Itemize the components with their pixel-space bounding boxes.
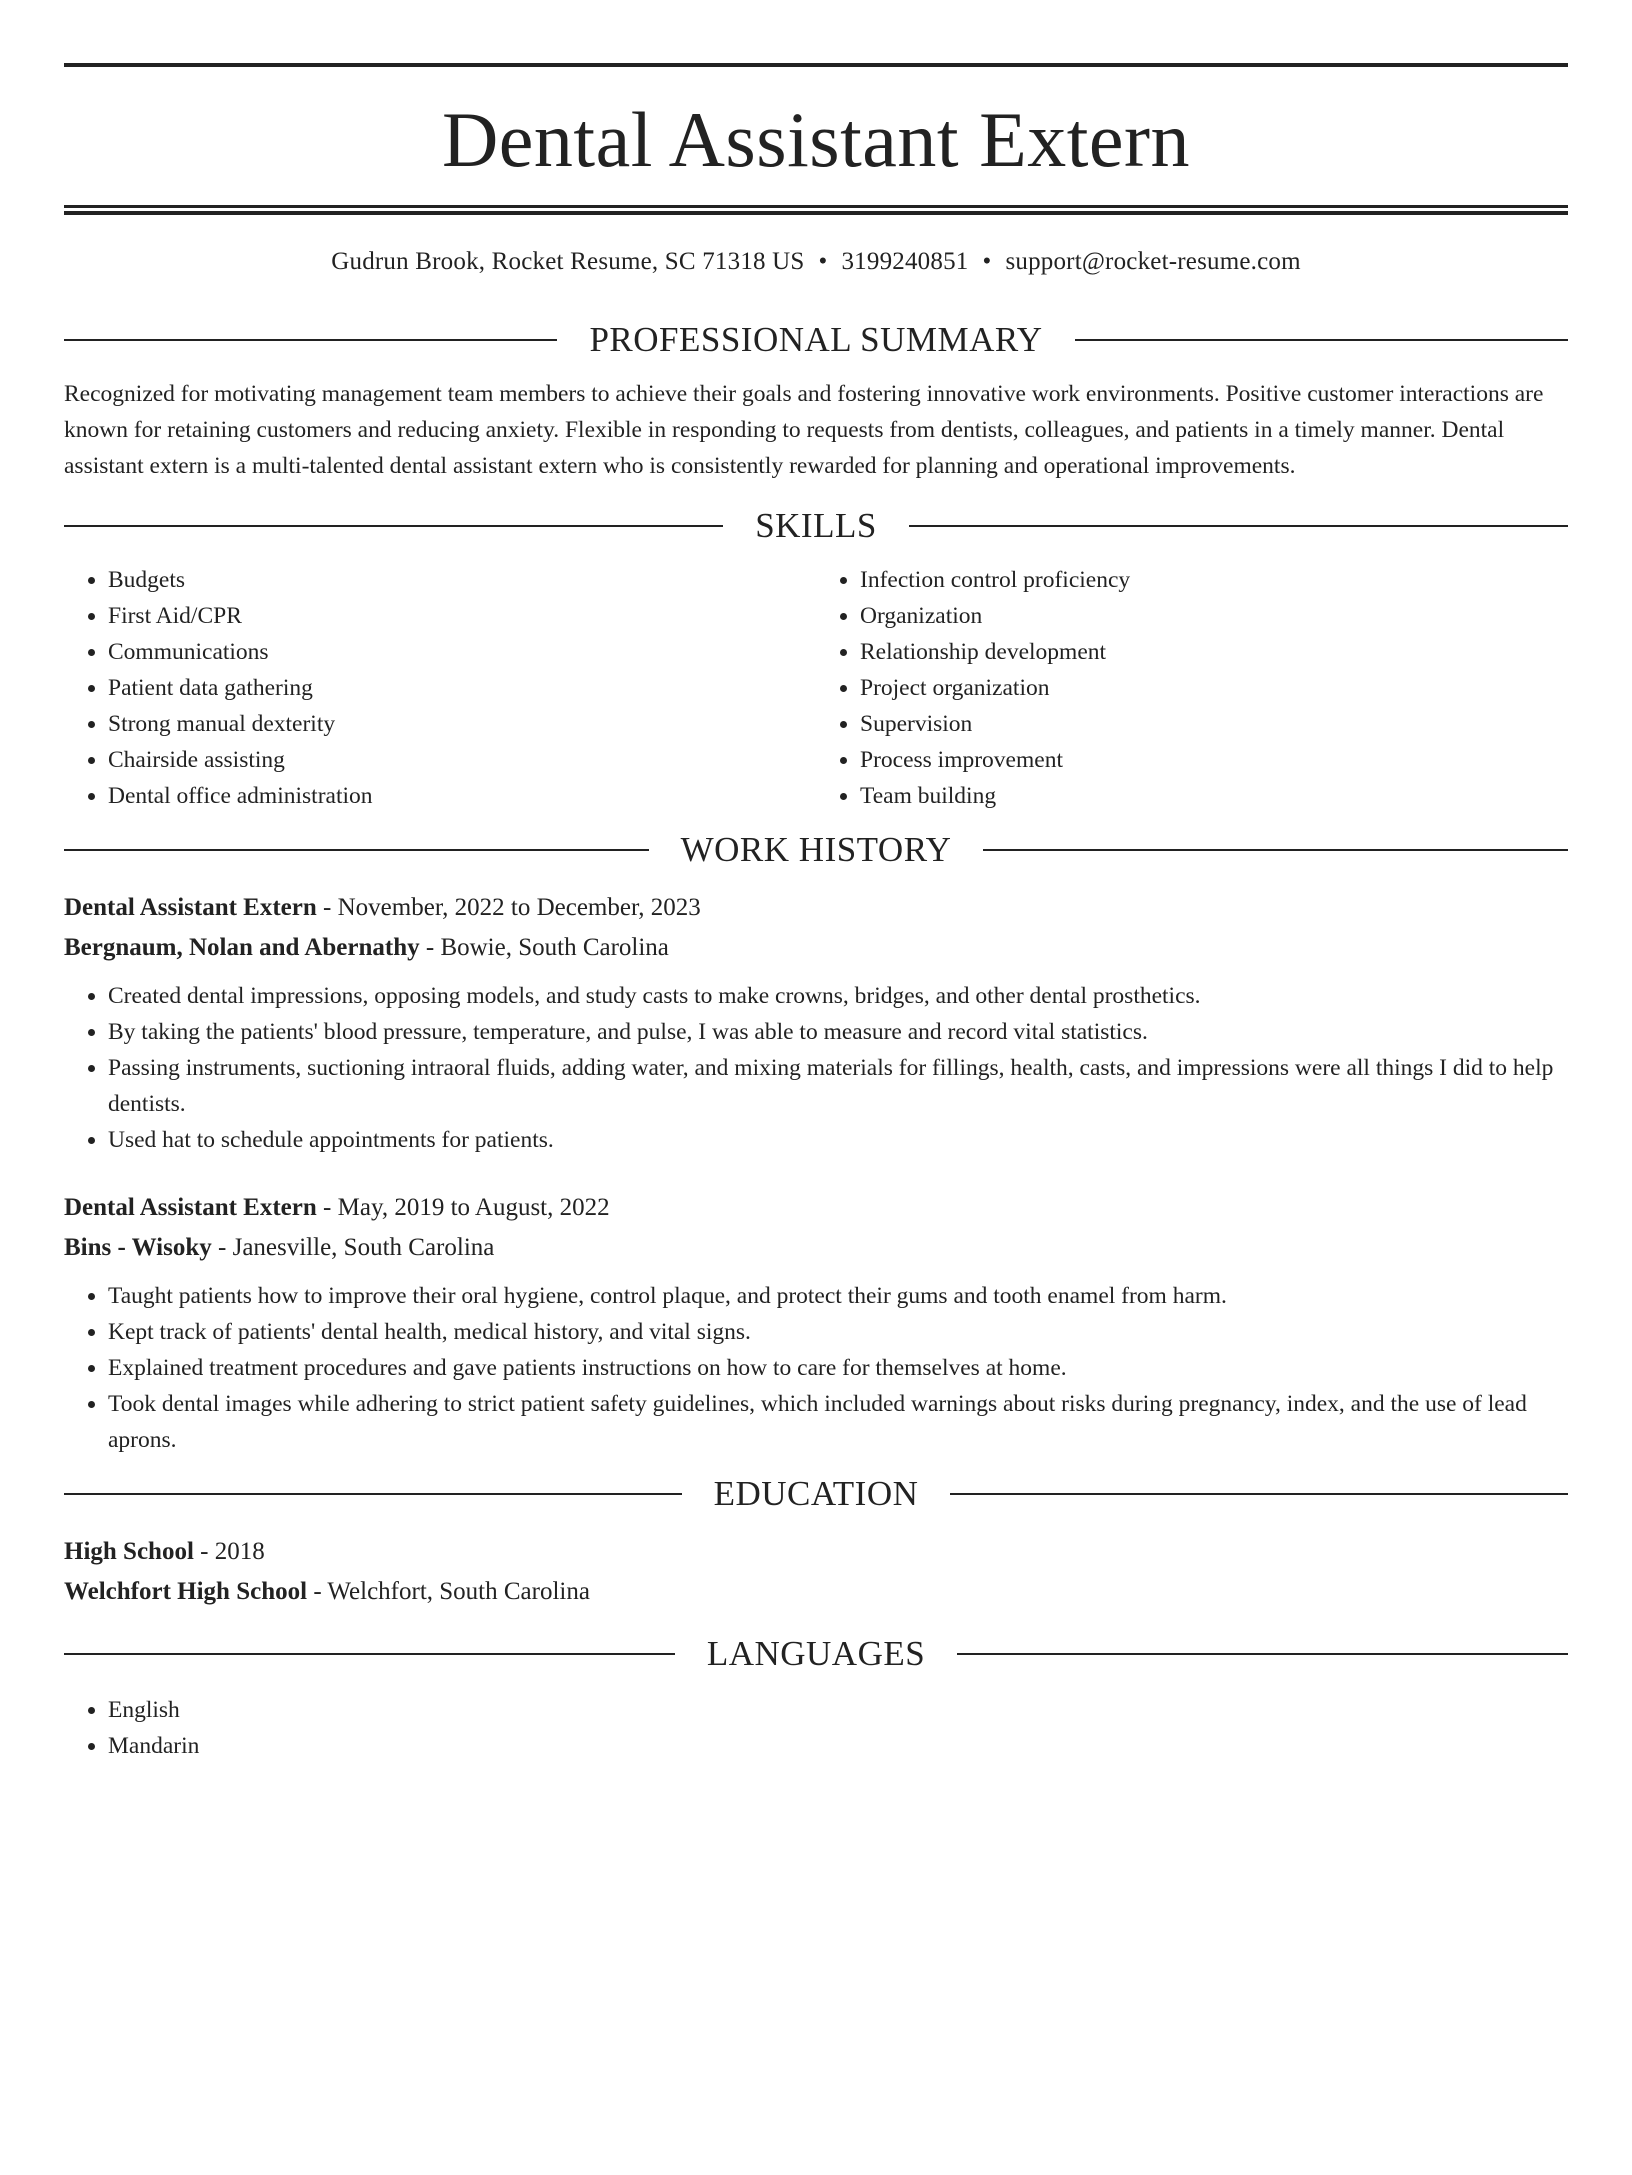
heading-rule-right [950, 1493, 1568, 1495]
header-double-rule [64, 205, 1568, 215]
job-entry [64, 1188, 1568, 1458]
work-heading-label: WORK HISTORY [680, 830, 952, 869]
education-degree-line [64, 1532, 1568, 1572]
education-year: - 2018 [193, 1538, 265, 1565]
skill-item: • Supervision [860, 706, 1568, 742]
languages-section-heading [64, 1632, 1568, 1676]
skills-column-left [64, 562, 816, 814]
education-location: - Welchfort, South Carolina [307, 1578, 590, 1605]
education-entry [64, 1532, 1568, 1612]
heading-rule-left [64, 339, 557, 341]
heading-rule-right [957, 1653, 1568, 1655]
skills-section-heading [64, 504, 1568, 548]
skill-item: • Budgets [108, 562, 816, 598]
skills-list-left [64, 562, 816, 814]
job-location: - Janesville, South Carolina [211, 1234, 495, 1261]
header-top-rule [64, 63, 1568, 67]
resume-title: Dental Assistant Extern [441, 96, 1191, 183]
contact-separator: • [818, 248, 828, 275]
job-bullet: • Used hat to schedule appointments for patients. [108, 1122, 1568, 1158]
job-title: Dental Assistant Extern [64, 1194, 317, 1221]
language-item: • English [108, 1692, 1568, 1728]
job-bullet: • Took dental images while adhering to strict patient safety guidelines, which included warnings about risks during pregnancy, index, and the use of lead aprons. [108, 1386, 1568, 1458]
summary-text: Recognized for motivating management team members to achieve their goals and fostering innovative work environments. Positive customer interactions are known for retaining customers and reducing anxiety. Flexible in responding to requests from dentists, colleagues, and patients in a timely manner. Dental assistant extern is a multi-talented dental assistant extern who is consistently rewarded for planning and operational improvements. [64, 381, 1544, 479]
work-section-heading [64, 828, 1568, 872]
summary-section-heading [64, 318, 1568, 362]
summary-heading-label: PROFESSIONAL SUMMARY [589, 320, 1043, 359]
job-bullet-list [64, 1278, 1568, 1458]
job-bullet: • Created dental impressions, opposing models, and study casts to make crowns, bridges, and other dental prosthetics. [108, 978, 1568, 1014]
skill-item: • Communications [108, 634, 816, 670]
skill-item: • Strong manual dexterity [108, 706, 816, 742]
job-bullet-list [64, 978, 1568, 1158]
job-company-line [64, 1228, 1568, 1268]
education-school-line [64, 1572, 1568, 1612]
contact-line [64, 240, 1568, 284]
skill-item: • Dental office administration [108, 778, 816, 814]
resume-page [0, 63, 1632, 2175]
skills-columns [64, 562, 1568, 814]
skills-column-right [816, 562, 1568, 814]
job-dates: - May, 2019 to August, 2022 [316, 1194, 610, 1221]
job-bullet: • By taking the patients' blood pressure, temperature, and pulse, I was able to measure and record vital statistics. [108, 1014, 1568, 1050]
job-company: Bergnaum, Nolan and Abernathy [64, 934, 420, 961]
education-school: Welchfort High School [64, 1578, 308, 1605]
heading-rule-right [1075, 339, 1568, 341]
skill-item: • Relationship development [860, 634, 1568, 670]
job-bullet: • Kept track of patients' dental health, medical history, and vital signs. [108, 1314, 1568, 1350]
contact-address: Gudrun Brook, Rocket Resume, SC 71318 US [331, 248, 805, 275]
education-degree: High School [64, 1538, 194, 1565]
heading-rule-left [64, 849, 649, 851]
skill-item: • Chairside assisting [108, 742, 816, 778]
education-section-heading [64, 1472, 1568, 1516]
job-company-line [64, 928, 1568, 968]
skill-item: • Project organization [860, 670, 1568, 706]
job-title: Dental Assistant Extern [64, 894, 317, 921]
job-bullet: • Passing instruments, suctioning intraoral fluids, adding water, and mixing materials for fillings, health, casts, and impressions were all things I did to help dentists. [108, 1050, 1568, 1122]
heading-rule-right [909, 525, 1568, 527]
contact-email: support@rocket-resume.com [1005, 248, 1301, 275]
heading-rule-left [64, 1493, 682, 1495]
skills-heading-label: SKILLS [755, 506, 877, 545]
heading-rule-left [64, 525, 723, 527]
contact-phone: 3199240851 [841, 248, 969, 275]
job-title-line [64, 888, 1568, 928]
languages-heading-label: LANGUAGES [706, 1634, 926, 1673]
contact-separator: • [982, 248, 992, 275]
skills-list-right [816, 562, 1568, 814]
heading-rule-right [983, 849, 1568, 851]
job-bullet: • Explained treatment procedures and gave patients instructions on how to care for themselves at home. [108, 1350, 1568, 1386]
heading-rule-left [64, 1653, 675, 1655]
languages-list [64, 1692, 1568, 1764]
job-entry [64, 888, 1568, 1158]
education-heading-label: EDUCATION [713, 1474, 919, 1513]
skill-item: • Infection control proficiency [860, 562, 1568, 598]
job-title-line [64, 1188, 1568, 1228]
skill-item: • Organization [860, 598, 1568, 634]
job-company: Bins - Wisoky [64, 1234, 212, 1261]
job-dates: - November, 2022 to December, 2023 [316, 894, 701, 921]
language-item: • Mandarin [108, 1728, 1568, 1764]
skill-item: • Team building [860, 778, 1568, 814]
skill-item: • Process improvement [860, 742, 1568, 778]
job-location: - Bowie, South Carolina [419, 934, 669, 961]
skill-item: • Patient data gathering [108, 670, 816, 706]
skill-item: • First Aid/CPR [108, 598, 816, 634]
job-bullet: • Taught patients how to improve their oral hygiene, control plaque, and protect their gums and tooth enamel from harm. [108, 1278, 1568, 1314]
